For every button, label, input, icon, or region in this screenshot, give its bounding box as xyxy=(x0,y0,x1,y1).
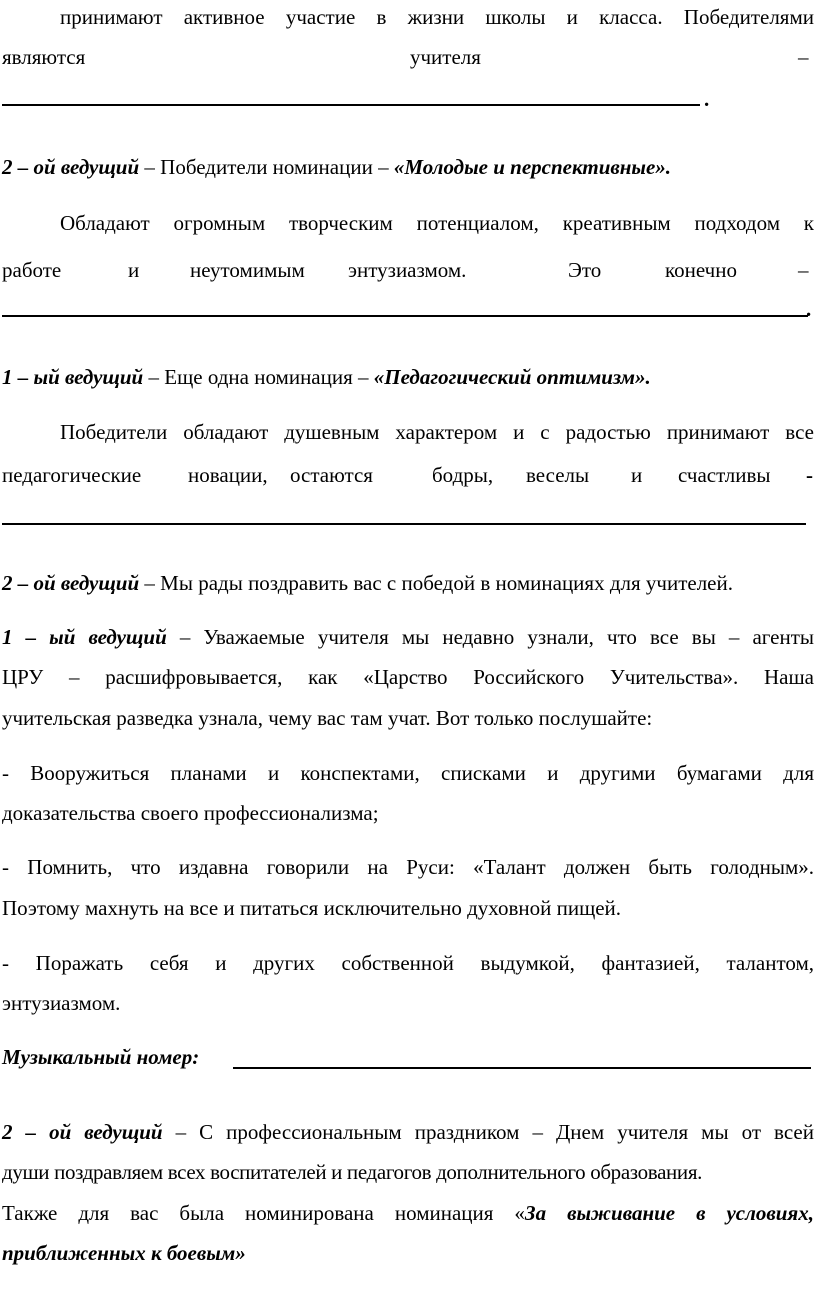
speaker-label: 2 – ой ведущий xyxy=(2,155,140,179)
word: неутомимым xyxy=(190,258,305,282)
word: конечно xyxy=(665,258,737,282)
nomination-title: «Молодые и перспективные». xyxy=(393,155,672,179)
speaker-line xyxy=(2,568,814,598)
speaker-line xyxy=(2,1117,814,1147)
speaker-text: – С профессиональным праздником – Днем учителя мы от всей xyxy=(162,1120,814,1144)
word: новации, xyxy=(188,463,268,487)
paragraph-line xyxy=(2,1238,814,1268)
dash: – xyxy=(798,45,809,69)
word: педагогические xyxy=(2,463,142,487)
paragraph-line: ЦРУ – расшифровывается, как «Царство Российского Учительства». Наша xyxy=(2,665,814,689)
paragraph-line: Победители обладают душевным характером и с радостью принимают все xyxy=(60,420,814,444)
word: энтузиазмом. xyxy=(348,258,467,282)
paragraph-line xyxy=(2,460,814,490)
music-number-label: Музыкальный номер: xyxy=(2,1045,200,1069)
fill-in-blank xyxy=(2,315,808,317)
word: веселы xyxy=(526,463,590,487)
speaker-text: – Уважаемые учителя мы недавно узнали, что все вы – агенты xyxy=(166,625,814,649)
word: и xyxy=(128,258,140,282)
list-item-line: - Помнить, что издавна говорили на Руси: «Талант должен быть голодным». xyxy=(2,855,814,879)
paragraph-text: Также для вас была номинирована номинация « xyxy=(2,1201,525,1225)
fill-in-blank xyxy=(2,523,806,525)
list-item-line: - Поражать себя и других собственной выдумкой, фантазией, талантом, xyxy=(2,951,814,975)
word: и xyxy=(631,463,643,487)
word: бодры, xyxy=(432,463,494,487)
fill-in-blank xyxy=(233,1067,811,1069)
list-item-line: Поэтому махнуть на все и питаться исключительно духовной пищей. xyxy=(2,896,622,920)
word: учителя xyxy=(410,45,481,69)
speaker-line xyxy=(2,152,814,182)
speaker-label: 2 – ой ведущий xyxy=(2,571,140,595)
speaker-line xyxy=(2,622,814,652)
word: работе xyxy=(2,258,62,282)
nomination-title: «Педагогический оптимизм». xyxy=(373,365,651,389)
period: . xyxy=(806,297,812,321)
speaker-text: – Победители номинации – xyxy=(139,155,394,179)
word: остаются xyxy=(290,463,373,487)
speaker-text: – Мы рады поздравить вас с победой в номинациях для учителей. xyxy=(139,571,733,595)
speaker-label: 1 – ый ведущий xyxy=(2,625,167,649)
paragraph-line: души поздравляем всех воспитателей и педагогов дополнительного образования. xyxy=(2,1160,703,1184)
paragraph-line xyxy=(2,1198,814,1228)
paragraph-line xyxy=(2,255,814,285)
speaker-label: 2 – ой ведущий xyxy=(2,1120,163,1144)
nomination-title: За выживание в условиях, xyxy=(524,1201,814,1225)
word: счастливы xyxy=(678,463,771,487)
fill-in-blank xyxy=(2,104,700,106)
period: . xyxy=(704,87,710,111)
speaker-line xyxy=(2,362,814,392)
speaker-label: 1 – ый ведущий xyxy=(2,365,144,389)
list-item-line: - Вооружиться планами и конспектами, списками и другими бумагами для xyxy=(2,761,814,785)
paragraph-line: учительская разведка узнала, чему вас там учат. Вот только послушайте: xyxy=(2,706,653,730)
word: являются xyxy=(2,45,86,69)
paragraph-line: принимают активное участие в жизни школы и класса. Победителями xyxy=(60,5,814,29)
list-item-line: доказательства своего профессионализма; xyxy=(2,801,379,825)
speaker-text: – Еще одна номинация – xyxy=(143,365,374,389)
paragraph-line: Обладают огромным творческим потенциалом, креативным подходом к xyxy=(60,211,814,235)
nomination-title: приближенных к боевым» xyxy=(2,1241,246,1265)
word: Это xyxy=(568,258,602,282)
list-item-line: энтузиазмом. xyxy=(2,991,121,1015)
dash: - xyxy=(806,463,813,487)
dash: – xyxy=(798,258,809,282)
paragraph-line xyxy=(2,42,814,72)
